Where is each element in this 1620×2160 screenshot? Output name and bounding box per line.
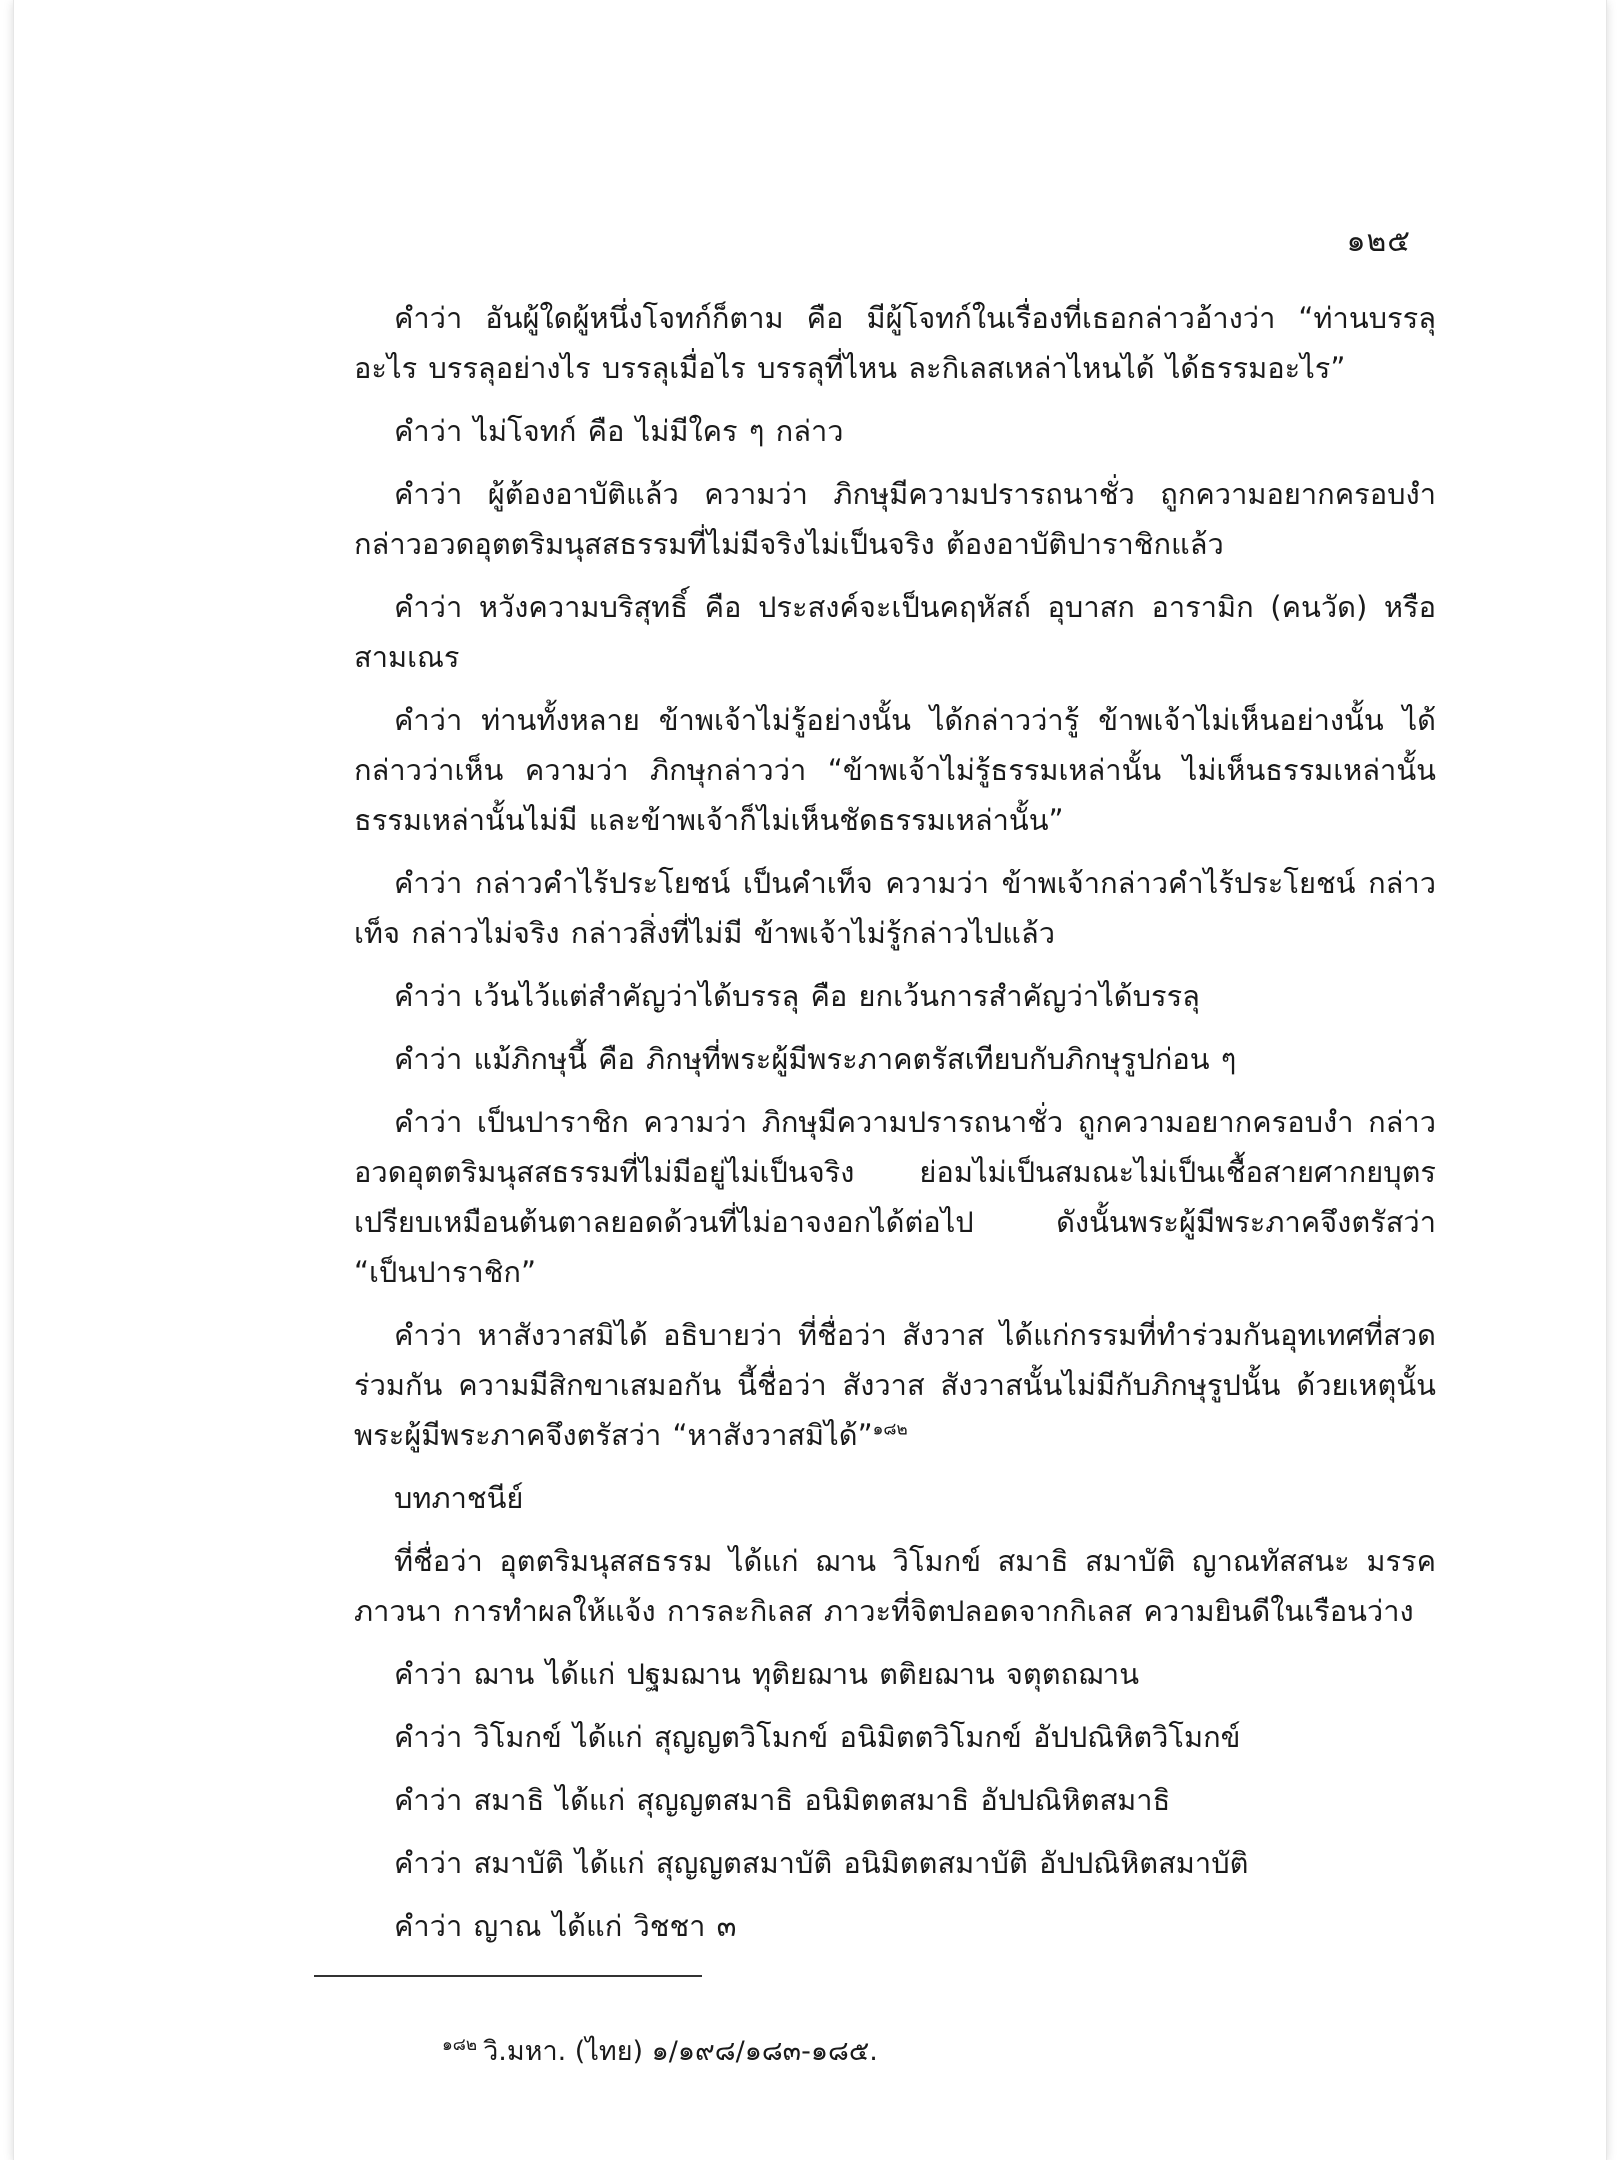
paragraph: คำว่า หวังความบริสุทธิ์ คือ ประสงค์จะเป็นคฤหัสถ์ อุบาสก อารามิก (คนวัด) หรือสามเณร: [354, 590, 1436, 674]
footnote-reference[interactable]: ๑๘๒: [872, 1419, 908, 1440]
paragraph: คำว่า สมาบัติ ได้แก่ สุญญตสมาบัติ อนิมิตตสมาบัติ อัปปณิหิตสมาบัติ: [394, 1846, 1249, 1880]
paragraph: คำว่า แม้ภิกษุนี้ คือ ภิกษุที่พระผู้มีพระภาคตรัสเทียบกับภิกษุรูปก่อน ๆ: [394, 1042, 1237, 1076]
page-number: ๑๒๕: [1346, 224, 1411, 259]
paragraph-with-footnote: [354, 1310, 1436, 1460]
footnote: [442, 2030, 878, 2074]
paragraph: คำว่า ฌาน ได้แก่ ปฐมฌาน ทุติยฌาน ตติยฌาน จตุตถฌาน: [394, 1657, 1140, 1691]
paragraph: ที่ชื่อว่า อุตตริมนุสสธรรม ได้แก่ ฌาน วิโมกข์ สมาธิ สมาบัติ ญาณทัสสนะ มรรคภาวนา การทำผลให้แจ้ง การละกิเลส ภาวะที่จิตปลอดจากกิเลส ความยินดีในเรือนว่าง: [354, 1544, 1436, 1628]
paragraph: คำว่า ผู้ต้องอาบัติแล้ว ความว่า ภิกษุมีความปรารถนาชั่ว ถูกความอยากครอบงำ กล่าวอวดอุตตริมนุสสธรรมที่ไม่มีจริงไม่เป็นจริง ต้องอาบัติปาราชิกแล้ว: [354, 477, 1436, 561]
body-text: [354, 293, 1436, 1964]
paragraph: คำว่า สมาธิ ได้แก่ สุญญตสมาธิ อนิมิตตสมาธิ อัปปณิหิตสมาธิ: [394, 1783, 1171, 1817]
footnote-mark: ๑๘๒: [442, 2035, 478, 2055]
paragraph: คำว่า ไม่โจทก์ คือ ไม่มีใคร ๆ กล่าว: [394, 414, 844, 448]
paragraph-text: คำว่า หาสังวาสมิได้ อธิบายว่า ที่ชื่อว่า สังวาส ได้แก่กรรมที่ทำร่วมกันอุทเทศที่สวดร่วมกัน ความมีสิกขาเสมอกัน นี้ชื่อว่า สังวาส สังวาสนั้นไม่มีกับภิกษุรูปนั้น ด้วยเหตุนั้น พระผู้มีพระภาคจึงตรัสว่า “หาสังวาสมิได้”: [354, 1318, 1436, 1452]
paragraph: คำว่า เว้นไว้แต่สำคัญว่าได้บรรลุ คือ ยกเว้นการสำคัญว่าได้บรรลุ: [394, 979, 1200, 1013]
paragraph: คำว่า กล่าวคำไร้ประโยชน์ เป็นคำเท็จ ความว่า ข้าพเจ้ากล่าวคำไร้ประโยชน์ กล่าวเท็จ กล่าวไม่จริง กล่าวสิ่งที่ไม่มี ข้าพเจ้าไม่รู้กล่าวไปแล้ว: [354, 866, 1436, 950]
paragraph: คำว่า เป็นปาราชิก ความว่า ภิกษุมีความปรารถนาชั่ว ถูกความอยากครอบงำ กล่าวอวดอุตตริมนุสสธรรมที่ไม่มีอยู่ไม่เป็นจริง ย่อมไม่เป็นสมณะไม่เป็นเชื้อสายศากยบุตร เปรียบเหมือนต้นตาลยอดด้วนที่ไม่อาจงอกได้ต่อไป ดังนั้นพระผู้มีพระภาคจึงตรัสว่า “เป็นปาราชิก”: [354, 1105, 1436, 1289]
paragraph: คำว่า อันผู้ใดผู้หนึ่งโจทก์ก็ตาม คือ มีผู้โจทก์ในเรื่องที่เธอกล่าวอ้างว่า “ท่านบรรลุอะไร บรรลุอย่างไร บรรลุเมื่อไร บรรลุที่ไหน ละกิเลสเหล่าไหนได้ ได้ธรรมอะไร”: [354, 301, 1436, 385]
footnote-divider: [314, 1975, 702, 1977]
document-page: [14, 0, 1606, 2160]
footnote-text: วิ.มหา. (ไทย) ๑/๑๙๘/๑๘๓-๑๘๕.: [483, 2036, 878, 2067]
paragraph: คำว่า ญาณ ได้แก่ วิชชา ๓: [394, 1909, 737, 1943]
paragraph: คำว่า ท่านทั้งหลาย ข้าพเจ้าไม่รู้อย่างนั้น ได้กล่าวว่ารู้ ข้าพเจ้าไม่เห็นอย่างนั้น ได้กล่าวว่าเห็น ความว่า ภิกษุกล่าวว่า “ข้าพเจ้าไม่รู้ธรรมเหล่านั้น ไม่เห็นธรรมเหล่านั้น ธรรมเหล่านั้นไม่มี และข้าพเจ้าก็ไม่เห็นชัดธรรมเหล่านั้น”: [354, 703, 1436, 837]
section-heading: บทภาชนีย์: [394, 1481, 524, 1515]
paragraph: คำว่า วิโมกข์ ได้แก่ สุญญตวิโมกข์ อนิมิตตวิโมกข์ อัปปณิหิตวิโมกข์: [394, 1720, 1241, 1754]
